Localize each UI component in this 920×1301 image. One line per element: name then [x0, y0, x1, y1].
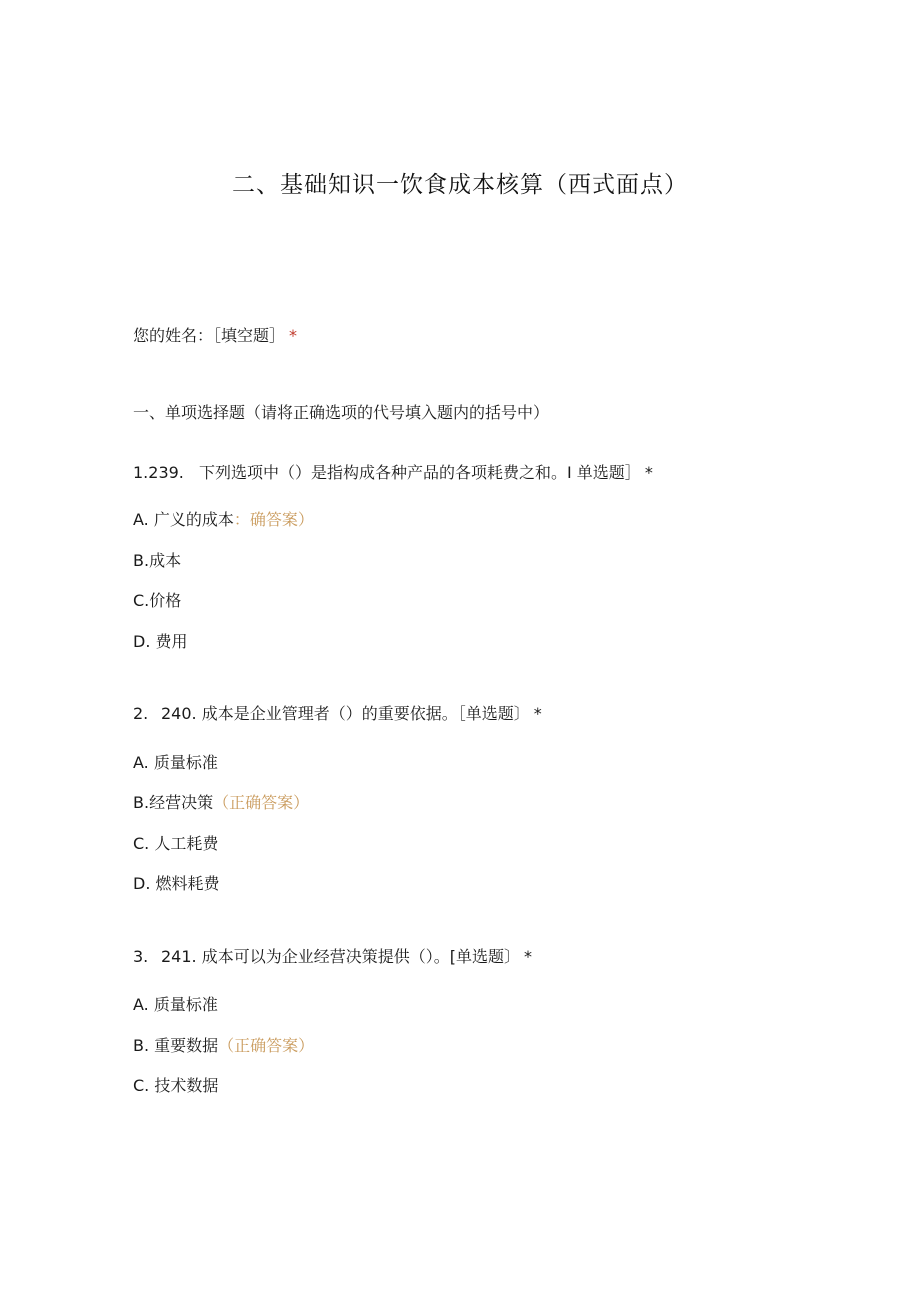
question-text: 241. 成本可以为企业经营决策提供（）。[单选题〕 — [161, 947, 520, 966]
question-number: 2. — [133, 704, 149, 723]
question-1-option-b[interactable] — [133, 550, 181, 572]
required-mark: * — [644, 463, 653, 482]
required-mark: * — [289, 326, 298, 345]
option-label: C. 人工耗费 — [133, 834, 219, 853]
option-label: B. 重要数据 — [133, 1036, 219, 1055]
question-1-option-c[interactable] — [133, 590, 181, 612]
question-number: 3. — [133, 947, 149, 966]
correct-answer-tag: （正确答案） — [213, 793, 310, 812]
question-3-option-c[interactable] — [133, 1075, 218, 1097]
question-1-option-d[interactable] — [133, 631, 188, 653]
option-label: B.成本 — [133, 551, 182, 570]
question-1-title — [133, 462, 653, 484]
option-label: B.经营决策 — [133, 793, 214, 812]
name-field-label — [133, 325, 297, 347]
option-label: A. 质量标准 — [133, 753, 218, 772]
question-2-option-d[interactable] — [133, 873, 220, 895]
option-label: D. 燃料耗费 — [133, 874, 220, 893]
option-label: C.价格 — [133, 591, 182, 610]
question-3-title — [133, 946, 532, 968]
question-2-option-b[interactable] — [133, 792, 309, 814]
name-field-text: 您的姓名：［填空题］ — [133, 326, 286, 345]
question-3-option-b[interactable] — [133, 1035, 314, 1057]
question-2-option-c[interactable] — [133, 833, 218, 855]
question-1-option-a[interactable] — [133, 509, 314, 531]
correct-answer-tag: ：确答案） — [233, 510, 314, 529]
correct-answer-tag: （正确答案） — [218, 1036, 315, 1055]
option-label: C. 技术数据 — [133, 1076, 219, 1095]
page-title: 二、基础知识一饮食成本核算（西式面点） — [232, 172, 688, 198]
question-3-option-a[interactable] — [133, 994, 218, 1016]
option-label: A. 质量标准 — [133, 995, 218, 1014]
option-label: A. 广义的成本 — [133, 510, 234, 529]
question-number: 1.239. — [133, 463, 184, 482]
required-mark: * — [523, 947, 532, 966]
question-2-title — [133, 703, 542, 725]
question-text: 下列选项中（）是指构成各种产品的各项耗费之和。I 单选题］ — [199, 463, 641, 482]
option-label: D. 费用 — [133, 632, 188, 651]
question-2-option-a[interactable] — [133, 752, 218, 774]
question-text: 240. 成本是企业管理者（）的重要依据。［单选题〕 — [161, 704, 530, 723]
required-mark: * — [533, 704, 542, 723]
section-heading: 一、单项选择题（请将正确选项的代号填入题内的括号中） — [133, 403, 550, 422]
